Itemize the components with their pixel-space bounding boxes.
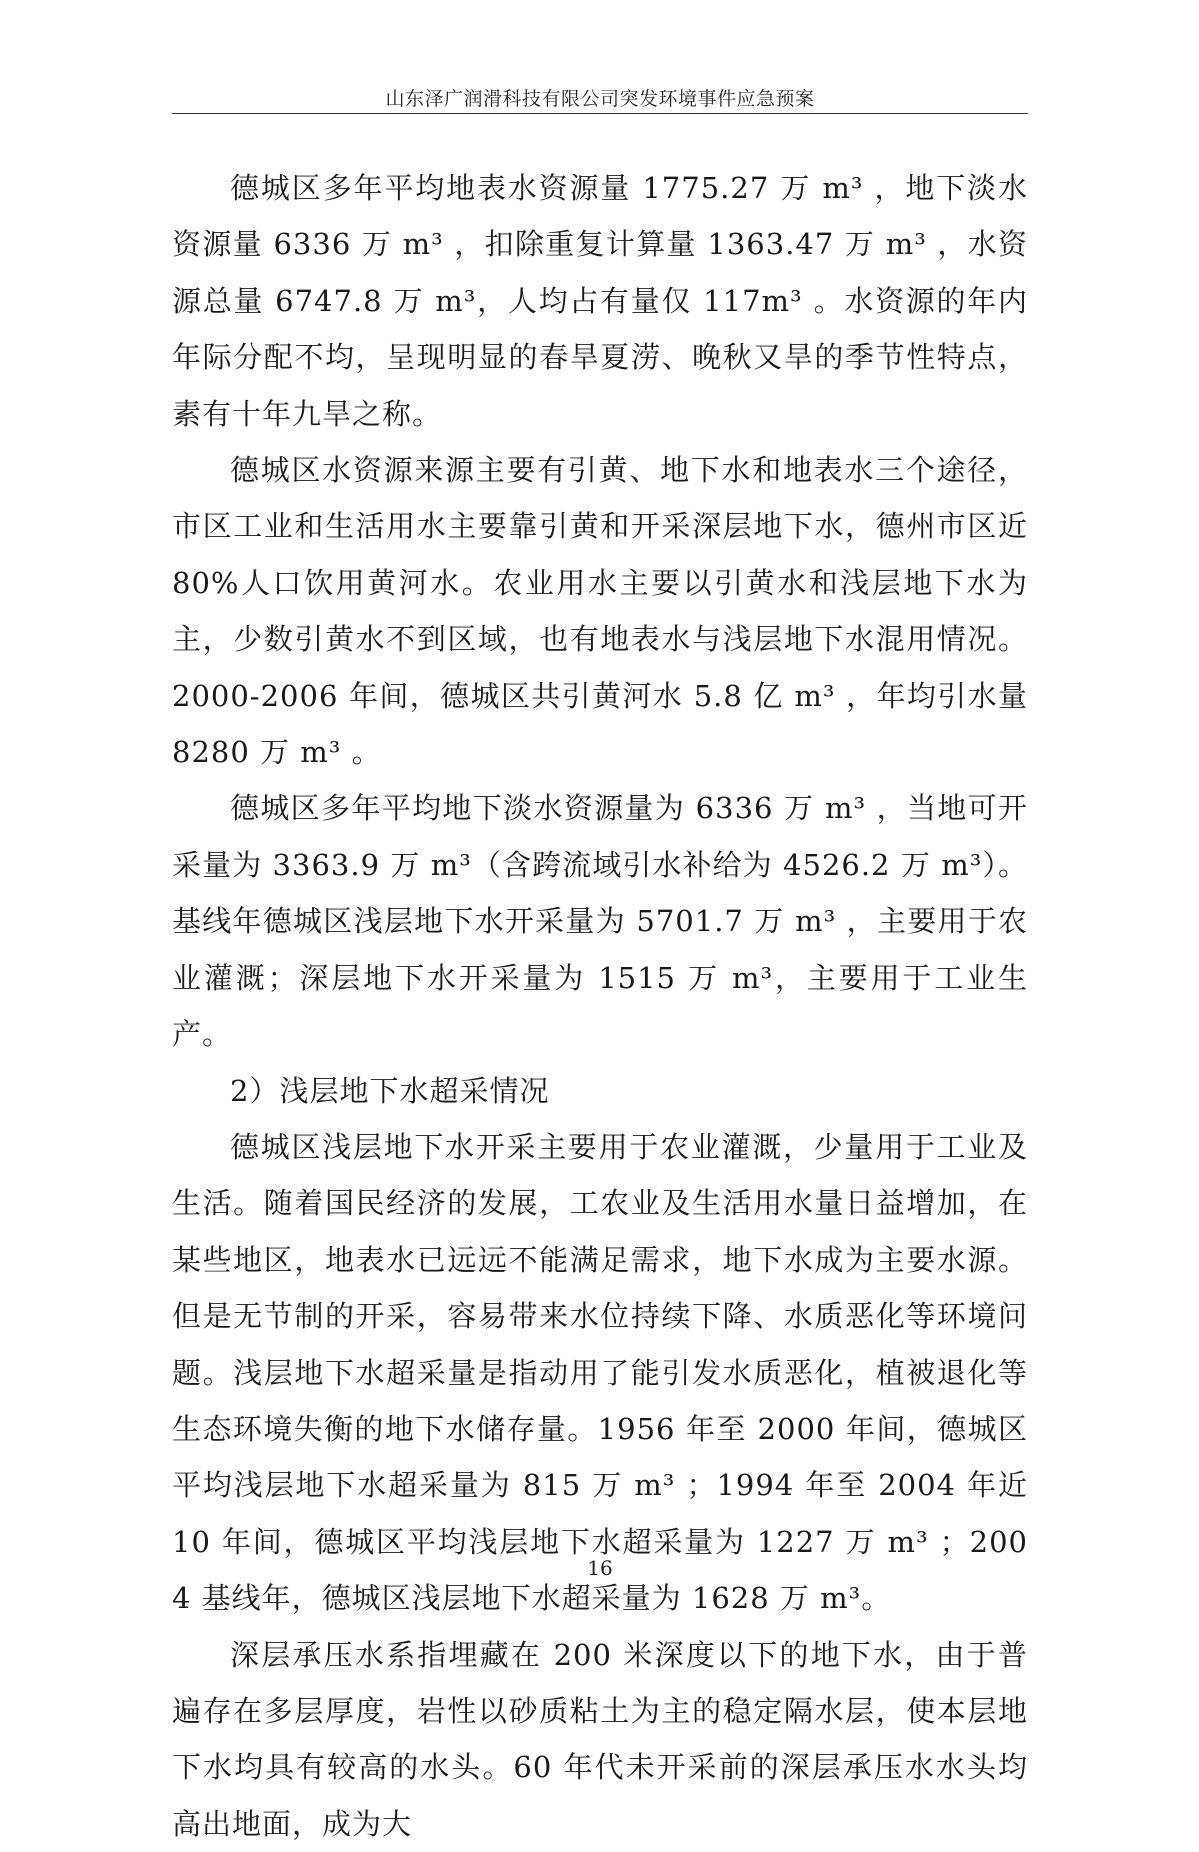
paragraph-surface-water-resources: 德城区多年平均地表水资源量 1775.27 万 m³ ，地下淡水资源量 6336 万 m³ ，扣除重复计算量 1363.47 万 m³ ，水资源总量 6747.8 万 m³，人均占有量仅 117m³ 。水资源的年内年际分配不均，呈现明显的春旱夏涝、晚秋又旱的季节性特点，素有十年九旱之称。: [172, 171, 1028, 431]
paragraph-groundwater-resources: 德城区多年平均地下淡水资源量为 6336 万 m³ ，当地可开采量为 3363.9 万 m³（含跨流域引水补给为 4526.2 万 m³）。基线年德城区浅层地下水开采量为 5701.7 万 m³ ，主要用于农业灌溉；深层地下水开采量为 1515 万 m³，主要用于工业生产。: [172, 791, 1028, 1052]
page-number: 16: [587, 1556, 613, 1580]
paragraph-deep-confined-water: 深层承压水系指埋藏在 200 米深度以下的地下水，由于普遍存在多层厚度，岩性以砂质粘土为主的稳定隔水层，使本层地下水均具有较高的水头。60 年代未开采前的深层承压水水头均高出地面，成为大: [172, 1637, 1028, 1841]
paragraph-water-sources: 德城区水资源来源主要有引黄、地下水和地表水三个途径，市区工业和生活用水主要靠引黄和开采深层地下水，德州市区近 80%人口饮用黄河水。农业用水主要以引黄水和浅层地下水为主，少数引黄水不到区域，也有地表水与浅层地下水混用情况。2000-2006 年间，德城区共引黄河水 5.8 亿 m³ ，年均引水量 8280 万 m³ 。: [172, 453, 1028, 770]
page-header: 山东泽广润滑科技有限公司突发环境事件应急预案: [385, 88, 815, 110]
section-heading-overexploitation: 2）浅层地下水超采情况: [230, 1073, 550, 1108]
header-divider: [172, 113, 1028, 114]
paragraph-shallow-groundwater-overexploitation: 德城区浅层地下水开采主要用于农业灌溉，少量用于工业及生活。随着国民经济的发展，工农业及生活用水量日益增加，在某些地区，地表水已远远不能满足需求，地下水成为主要水源。但是无节制的开采，容易带来水位持续下降、水质恶化等环境问题。浅层地下水超采量是指动用了能引发水质恶化，植被退化等生态环境失衡的地下水储存量。1956 年至 2000 年间，德城区平均浅层地下水超采量为 815 万 m³ ；1994 年至 2004 年近 10 年间，德城区平均浅层地下水超采量为 1227 万 m³ ；2004 基线年，德城区浅层地下水超采量为 1628 万 m³。: [172, 1129, 1028, 1616]
body-text: [172, 160, 1028, 1852]
